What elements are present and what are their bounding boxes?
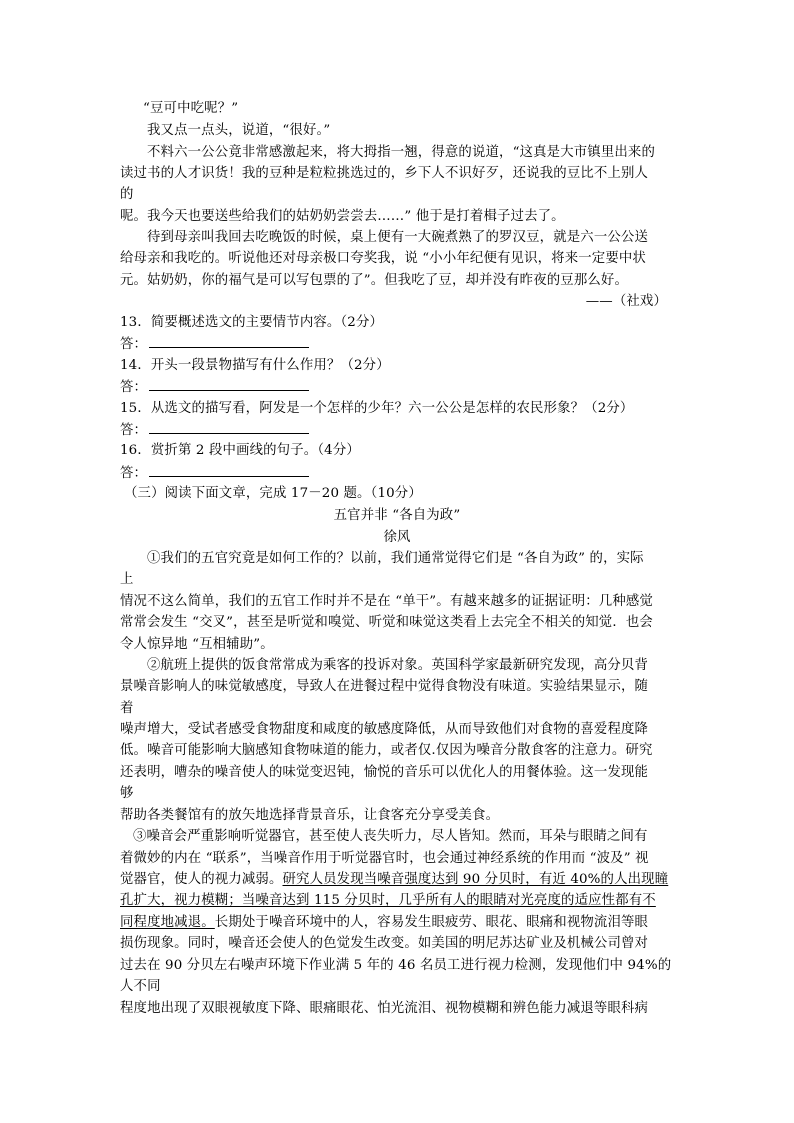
article-line: 帮助各类餐馆有的放矢地选择背景音乐，让食客充分享受美食。 <box>120 808 500 823</box>
question-15: 15．从选文的描写看，阿发是一个怎样的少年？六一公公是怎样的农民形象？（2分） <box>120 401 634 416</box>
article-line: 景噪音影响人的味觉敏感度，导致人在进餐过程中觉得食物没有味道。实验结果显示，随 <box>120 679 649 694</box>
article-line: 着微妙的内在 “联系”，当噪音作用于听觉器官时，也会通过神经系统的作用而 “波及” 视 <box>120 851 649 866</box>
underlined-sentence: 同程度地减退。 <box>120 915 215 930</box>
answer-label: 答： <box>120 466 148 481</box>
article-line <box>120 912 648 933</box>
passage-line: 呢。我今天也要送些给我们的姑奶奶尝尝去……” 他于是打着楫子过去了。 <box>120 209 565 224</box>
article-text: 长期处于噪音环境中的人，容易发生眼疲劳、眼花、眼痛和视物流泪等眼 <box>214 915 649 930</box>
answer-label: 答： <box>120 380 148 395</box>
question-16: 16．赏折第 2 段中画线的句子。（4分） <box>120 443 360 458</box>
question-13: 13．简要概述选文的主要情节内容。（2分） <box>120 315 384 330</box>
section-heading: （三）阅读下面文章，完成 17－20 题。（10分） <box>124 486 422 501</box>
passage-line: 的 <box>120 187 134 202</box>
article-line <box>120 869 668 890</box>
underlined-sentence: 孔扩大，视力模糊；当噪音达到 115 分贝时，几乎所有人的眼睛对光亮度的适应性都有不 <box>120 893 656 908</box>
article-line: 人不同 <box>120 979 161 994</box>
passage-line: “豆可中吃呢？” <box>143 101 239 116</box>
answer-line-14 <box>120 376 309 398</box>
answer-line-16 <box>120 462 309 484</box>
question-14: 14．开头一段景物描写有什么作用？（2分） <box>120 358 390 373</box>
article-text: 觉器官，使人的视力减弱。 <box>120 872 283 887</box>
article-title: 五官并非 “各自为政” <box>333 508 461 523</box>
article-line: 上 <box>120 572 134 587</box>
article-line: 着 <box>120 701 134 716</box>
article-line: 损伤现象。同时，噪音还会使人的色觉发生改变。如美国的明尼苏达矿业及机械公司曾对 <box>120 936 649 951</box>
article-line: 程度地出现了双眼视敏度下降、眼痛眼花、怕光流泪、视物模糊和辨色能力减退等眼科病 <box>120 1001 649 1016</box>
answer-label: 答： <box>120 337 148 352</box>
passage-line: 待到母亲叫我回去吃晚饭的时候，桌上便有一大碗煮熟了的罗汉豆，就是六一公公送 <box>147 230 649 245</box>
passage-source: ——（社戏） <box>585 294 667 309</box>
article-line: 噪声增大，受试者感受食物甜度和咸度的敏感度降低，从而导致他们对食物的喜爱程度降 <box>120 722 649 737</box>
article-author: 徐风 <box>383 530 411 545</box>
passage-line: 元。姑奶奶，你的福气是可以写包票的了”。但我吃了豆，却并没有昨夜的豆那么好。 <box>120 273 628 288</box>
article-line: 常常会发生 “交叉”，甚至是听觉和嗅觉、听觉和味觉这类看上去完全不相关的知觉．也会 <box>120 615 653 630</box>
answer-line-15 <box>120 419 309 441</box>
passage-line: 读过书的人才识货！我的豆种是粒粒挑选过的，乡下人不识好歹，还说我的豆比不上别人 <box>120 166 649 181</box>
article-line: ②航班上提供的饭食常常成为乘客的投诉对象。英国科学家最新研究发现，高分贝背 <box>147 658 649 673</box>
answer-blank[interactable] <box>149 333 309 348</box>
article-line: ③噪音会严重影响听觉器官，甚至使人丧失听力，尽人皆知。然而，耳朵与眼睛之间有 <box>133 829 648 844</box>
answer-blank[interactable] <box>149 376 309 391</box>
article-line: 够 <box>120 786 134 801</box>
article-line: 还表明，嘈杂的噪音使人的味觉变迟钝，愉悦的音乐可以优化人的用餐体验。这一发现能 <box>120 765 649 780</box>
answer-label: 答： <box>120 423 148 438</box>
article-line: 令人惊异地 “互相辅助”。 <box>120 637 274 652</box>
answer-blank[interactable] <box>149 419 309 434</box>
article-line: 低。噪音可能影响大脑感知食物味道的能力，或者仅.仅因为噪音分散食客的注意力。研究 <box>120 743 653 758</box>
answer-line-13 <box>120 333 309 355</box>
underlined-sentence: 研究人员发现当噪音强度达到 90 分贝时，有近 40%的人出现瞳 <box>282 872 669 887</box>
article-line: 情况不这么简单，我们的五官工作时并不是在 “单干”。有越来越多的证据证明：几种感觉 <box>120 594 653 609</box>
passage-line: 给母亲和我吃的。听说他还对母亲极口夸奖我，说 “小小年纪便有见识，将来一定要中状 <box>120 251 646 266</box>
answer-blank[interactable] <box>149 462 309 477</box>
passage-line: 我又点一点头，说道，“很好。” <box>147 123 331 138</box>
passage-line: 不料六一公公竟非常感激起来，将大拇指一翘，得意的说道，“这真是大市镇里出来的 <box>147 145 655 160</box>
article-line: 过去在 90 分贝左右噪声环境下作业满 5 年的 46 名员工进行视力检测，发现他们中 94%的 <box>120 958 672 973</box>
article-line: ①我们的五官究竟是如何工作的？以前，我们通常觉得它们是 “各自为政” 的，实际 <box>147 551 644 566</box>
